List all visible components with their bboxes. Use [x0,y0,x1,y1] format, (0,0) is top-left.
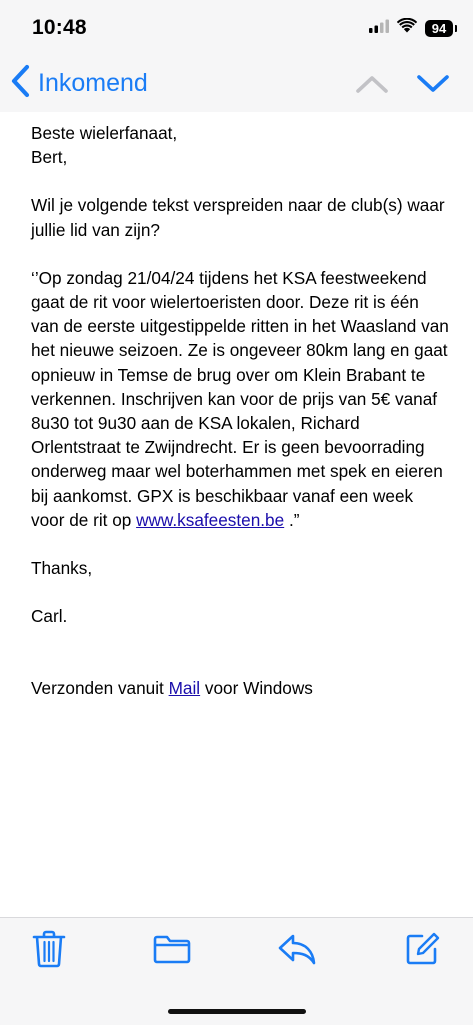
reply-icon [277,932,317,971]
delete-button[interactable] [28,930,70,972]
wifi-icon [397,18,417,38]
compose-icon [404,931,440,972]
quote-end: .” [284,509,300,530]
chevron-up-icon [354,87,390,104]
cellular-signal-icon [369,19,389,38]
status-icons [369,18,453,38]
website-link[interactable]: www.ksafeesten.be [136,509,285,530]
back-button[interactable] [10,64,148,103]
quote-text: ‘’Op zondag 21/04/24 tijdens het KSA feestweekend gaat de rit voor wielertoeristen door. Deze rit is één van de eerste uitgestippelde ritten in het Waasland van het nieuwe seizoen. Ze is ongeveer 80km lang en gaat opnieuw in Temse de brug over om Klein Brabant te verkennen. Inschrijven kan voor de prijs van 5€ vanaf 8u30 tot 9u30 aan de KSA lokalen, Richard Orlentstraat te Zwijndrecht. Er is geen bevoorrading onderweg maar wel boterhammen met spek en eieren bij aankomst. GPX is beschikbaar vanaf een week voor de rit op [31,267,449,530]
previous-message-button[interactable] [354,68,390,105]
signature: Carl. [31,606,68,627]
sent-prefix: Verzonden vanuit [31,678,169,699]
back-label: Inkomend [38,69,148,97]
thanks-line: Thanks, [31,558,93,579]
greeting: Beste wielerfanaat, [31,123,178,143]
move-to-folder-button[interactable] [151,930,193,972]
reply-button[interactable] [276,930,318,972]
chevron-left-icon [10,64,32,103]
sent-from-line [31,676,451,700]
folder-icon [152,933,192,970]
request-paragraph: Wil je volgende tekst verspreiden naar de club(s) waar jullie lid van zijn? [31,195,445,240]
quote-paragraph [31,266,451,532]
chevron-down-icon [415,87,451,104]
home-indicator[interactable] [168,1009,306,1014]
battery-icon: 94 [425,20,453,37]
email-content [31,121,451,701]
nav-bar [0,58,473,113]
mail-link[interactable]: Mail [168,678,201,699]
compose-button[interactable] [401,930,443,972]
status-time: 10:48 [32,16,87,39]
sent-suffix: voor Windows [200,678,313,699]
trash-icon [32,930,66,973]
status-bar [0,0,473,58]
next-message-button[interactable] [415,68,451,105]
recipient-name: Bert, [31,147,68,168]
